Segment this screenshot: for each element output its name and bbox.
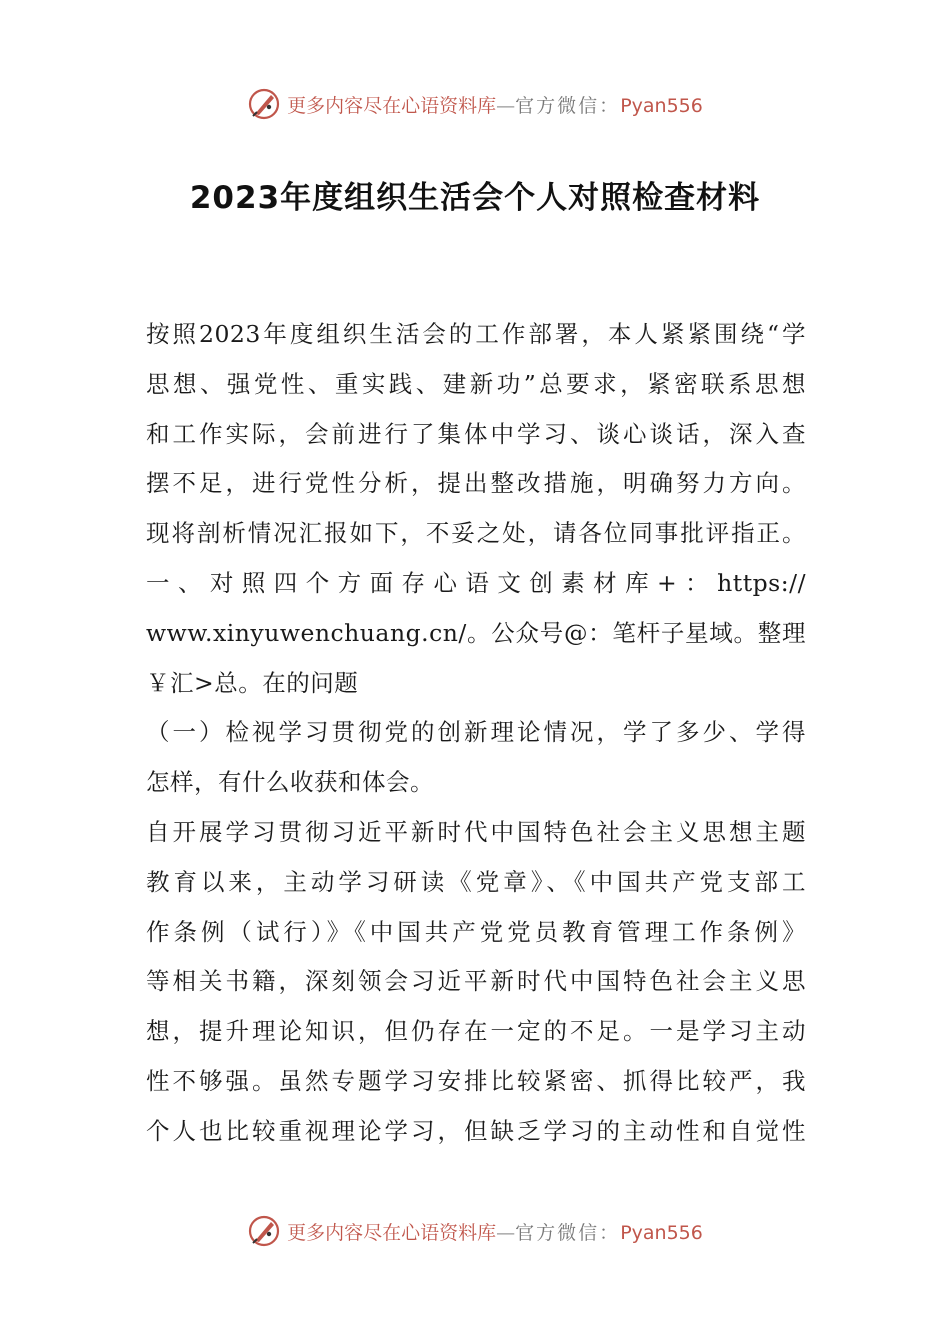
body-line: 等相关书籍，深刻领会习近平新时代中国特色社会主义思	[146, 967, 806, 996]
banner-official-text: 官方微信：	[515, 94, 621, 117]
body-line: 思想、强党性、重实践、建新功”总要求，紧密联系思想	[146, 369, 806, 398]
document-title: 2023年度组织生活会个人对照检查材料	[189, 180, 761, 216]
body-line: 自开展学习贯彻习近平新时代中国特色社会主义思想主题	[146, 817, 806, 846]
banner-dash: —	[496, 1221, 516, 1244]
body-line: 和工作实际，会前进行了集体中学习、谈心谈话，深入查	[146, 419, 806, 448]
body-line: 作条例（试行）》《中国共产党党员教育管理工作条例》	[146, 917, 806, 946]
header-banner	[0, 84, 950, 124]
banner-dash: —	[496, 94, 516, 117]
banner-text	[287, 1218, 703, 1245]
body-line: www.xinyuwenchuang.cn/。公众号@：笔杆子星域。整理	[146, 618, 806, 647]
banner-handle: Pyan556	[620, 1221, 703, 1244]
quill-logo-icon	[247, 87, 281, 121]
footer-banner	[0, 1211, 950, 1251]
document-body	[146, 310, 806, 1157]
body-line: 现将剖析情况汇报如下，不妥之处，请各位同事批评指正。	[146, 519, 806, 548]
body-line: 摆不足，进行党性分析，提出整改措施，明确努力方向。	[146, 469, 806, 498]
banner-handle: Pyan556	[620, 94, 703, 117]
banner-main-text: 更多内容尽在心语资料库	[287, 94, 497, 117]
banner-official-text: 官方微信：	[515, 1221, 621, 1244]
body-line: （一）检视学习贯彻党的创新理论情况，学了多少、学得	[146, 718, 806, 747]
body-line: 想，提升理论知识，但仍存在一定的不足。一是学习主动	[146, 1017, 806, 1046]
body-line: ￥汇>总。在的问题	[146, 668, 359, 697]
body-line: 教育以来，主动学习研读《党章》、《中国共产党支部工	[146, 867, 806, 896]
banner-text	[287, 91, 703, 118]
body-line: 一、对照四个方面存心语文创素材库+：https://	[146, 568, 806, 597]
body-line: 按照2023年度组织生活会的工作部署，本人紧紧围绕“学	[146, 320, 806, 348]
body-line: 性不够强。虽然专题学习安排比较紧密、抓得比较严，我	[146, 1066, 806, 1095]
body-line: 怎样，有什么收获和体会。	[146, 768, 434, 797]
quill-logo-icon	[247, 1214, 281, 1248]
body-line: 个人也比较重视理论学习，但缺乏学习的主动性和自觉性	[146, 1116, 806, 1145]
banner-main-text: 更多内容尽在心语资料库	[287, 1221, 497, 1244]
